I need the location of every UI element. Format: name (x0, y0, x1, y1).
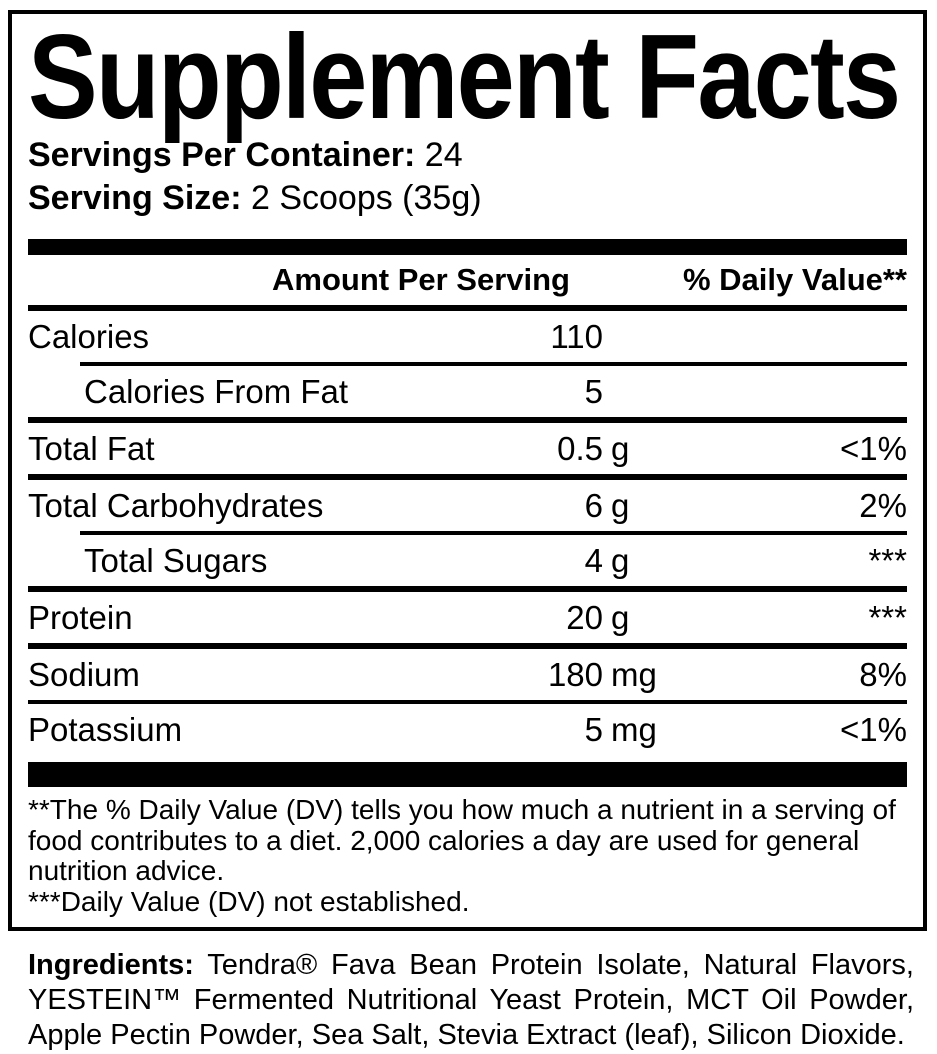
amount-unit: mg (611, 710, 657, 748)
row-sodium (28, 649, 907, 700)
daily-value: 8% (859, 655, 907, 693)
amount-cell (372, 711, 672, 749)
amount-value: 5 (584, 372, 603, 410)
amount-cell (372, 656, 672, 694)
serving-size-value: 2 Scoops (35g) (250, 179, 482, 217)
amount-value: 4 (584, 541, 603, 579)
daily-value: <1% (840, 710, 907, 748)
ingredients-text: Tendra® Fava Bean Protein Isolate, Natural Flavors, YESTEIN™ Fermented Nutritional Yeast Protein, MCT Oil Powder, Apple Pectin Powder, Sea Salt, Stevia Extract (leaf), Silicon Dioxide. (28, 949, 914, 1051)
amount-cell (372, 599, 672, 637)
top-divider-bar (28, 239, 907, 255)
amount-unit: g (611, 429, 630, 467)
row-total-carbohydrates (28, 480, 907, 531)
amount-cell (372, 430, 672, 468)
amount-unit: g (611, 486, 630, 524)
nutrient-name: Calories (28, 317, 150, 355)
daily-value: *** (868, 541, 907, 579)
row-calories-from-fat (28, 366, 907, 417)
panel-title: Supplement Facts (28, 10, 900, 144)
amount-value: 5 (584, 710, 603, 748)
nutrient-name: Protein (28, 598, 133, 636)
row-total-fat (28, 423, 907, 474)
amount-cell (372, 487, 672, 525)
daily-value: <1% (840, 429, 907, 467)
row-protein (28, 592, 907, 643)
servings-per-container-label: Servings Per Container: (28, 136, 416, 174)
row-calories (28, 311, 907, 362)
nutrient-name: Sodium (28, 655, 140, 693)
nutrient-name: Total Fat (28, 429, 155, 467)
nutrient-name: Potassium (28, 710, 183, 748)
nutrient-name: Total Sugars (84, 541, 268, 579)
amount-value: 110 (550, 317, 603, 355)
amount-cell (372, 542, 672, 580)
bottom-divider-bar (28, 762, 907, 787)
amount-cell (372, 318, 672, 356)
amount-value: 0.5 (557, 429, 603, 467)
row-total-sugars (28, 535, 907, 586)
serving-size-label: Serving Size: (28, 179, 242, 217)
amount-value: 6 (584, 486, 603, 524)
amount-per-serving-header: Amount Per Serving (272, 262, 570, 297)
daily-value-header: % Daily Value** (682, 262, 907, 297)
row-potassium (28, 704, 907, 755)
daily-value-footnote: **The % Daily Value (DV) tells you how much a nutrient in a serving of food contributes to a diet. 2,000 calories a day are used for general nutrition advice. (28, 794, 896, 886)
nutrient-name: Total Carbohydrates (28, 486, 324, 524)
amount-unit: g (611, 541, 630, 579)
daily-value: *** (868, 598, 907, 636)
ingredients-label: Ingredients: (28, 949, 194, 981)
supplement-facts-panel (8, 10, 927, 931)
servings-per-container-value: 24 (424, 136, 463, 174)
amount-unit: g (611, 598, 630, 636)
amount-value: 180 (547, 655, 603, 693)
column-header-row (28, 255, 907, 305)
not-established-footnote: ***Daily Value (DV) not established. (28, 885, 470, 917)
nutrient-name: Calories From Fat (84, 372, 349, 410)
amount-unit: mg (611, 655, 657, 693)
ingredients-section (28, 948, 914, 1053)
footnotes (28, 795, 907, 917)
amount-cell (372, 373, 672, 411)
amount-value: 20 (566, 598, 603, 636)
serving-size-line (28, 177, 907, 220)
daily-value: 2% (859, 486, 907, 524)
